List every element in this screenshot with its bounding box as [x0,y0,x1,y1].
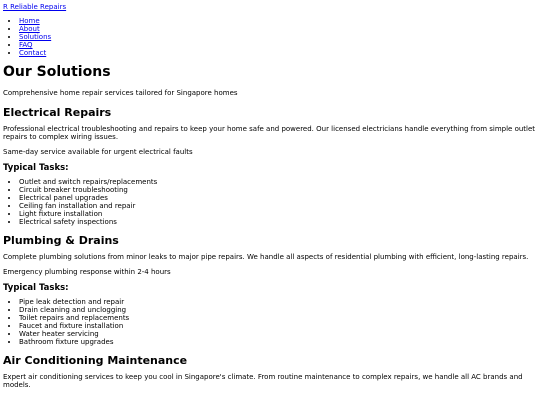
list-item: • Light fixture installation [19,210,537,218]
section-heading: Plumbing & Drains [3,234,119,247]
list-item: • Drain cleaning and unclogging [19,306,537,314]
nav-item-contact [19,49,537,57]
section-note: Same-day service available for urgent electrical faults [3,148,193,156]
list-item: • Water heater servicing [19,330,537,338]
list-item: • Electrical safety inspections [19,218,537,226]
nav-item-solutions [19,33,537,41]
nav-item-home [19,17,537,25]
section-description: Expert air conditioning services to keep you cool in Singapore's climate. From routine maintenance to complex repairs, we handle all AC brands and models. [3,373,523,389]
section-note: Emergency plumbing response within 2-4 hours [3,268,171,276]
list-item: • Toilet repairs and replacements [19,314,537,322]
section-plumbing-drains [3,234,537,346]
section-electrical-repairs [3,106,537,226]
list-item: • Ceiling fan installation and repair [19,202,537,210]
nav-link-home[interactable]: Home [19,17,40,25]
nav-link-about[interactable]: About [19,25,40,33]
nav-link-solutions[interactable]: Solutions [19,33,52,41]
nav-item-faq [19,41,537,49]
nav-item-about [19,25,537,33]
main-nav [3,17,537,57]
nav-link-contact[interactable]: Contact [19,49,47,57]
list-item: • Outlet and switch repairs/replacements [19,178,537,186]
list-item: • Faucet and fixture installation [19,322,537,330]
section-heading: Electrical Repairs [3,106,112,119]
list-item: • Electrical panel upgrades [19,194,537,202]
site-logo-link[interactable]: R Reliable Repairs [3,3,67,11]
page-intro: Comprehensive home repair services tailored for Singapore homes [3,89,238,97]
section-description: Complete plumbing solutions from minor leaks to major pipe repairs. We handle all aspects of residential plumbing with efficient, long-lasting repairs. [3,253,529,261]
list-item: • Bathroom fixture upgrades [19,338,537,346]
page-title: Our Solutions [3,64,111,80]
tasks-list [3,178,537,226]
list-item: • Pipe leak detection and repair [19,298,537,306]
section-description: Professional electrical troubleshooting and repairs to keep your home safe and powered. Our licensed electricians handle everything from simple outlet repairs to complex wiring issues. [3,125,536,141]
section-heading: Air Conditioning Maintenance [3,354,188,367]
section-air-conditioning [3,354,537,389]
tasks-list [3,298,537,346]
tasks-heading: Typical Tasks: [3,163,69,173]
tasks-heading: Typical Tasks: [3,283,69,293]
list-item: • Circuit breaker troubleshooting [19,186,537,194]
nav-link-faq[interactable]: FAQ [19,41,33,49]
